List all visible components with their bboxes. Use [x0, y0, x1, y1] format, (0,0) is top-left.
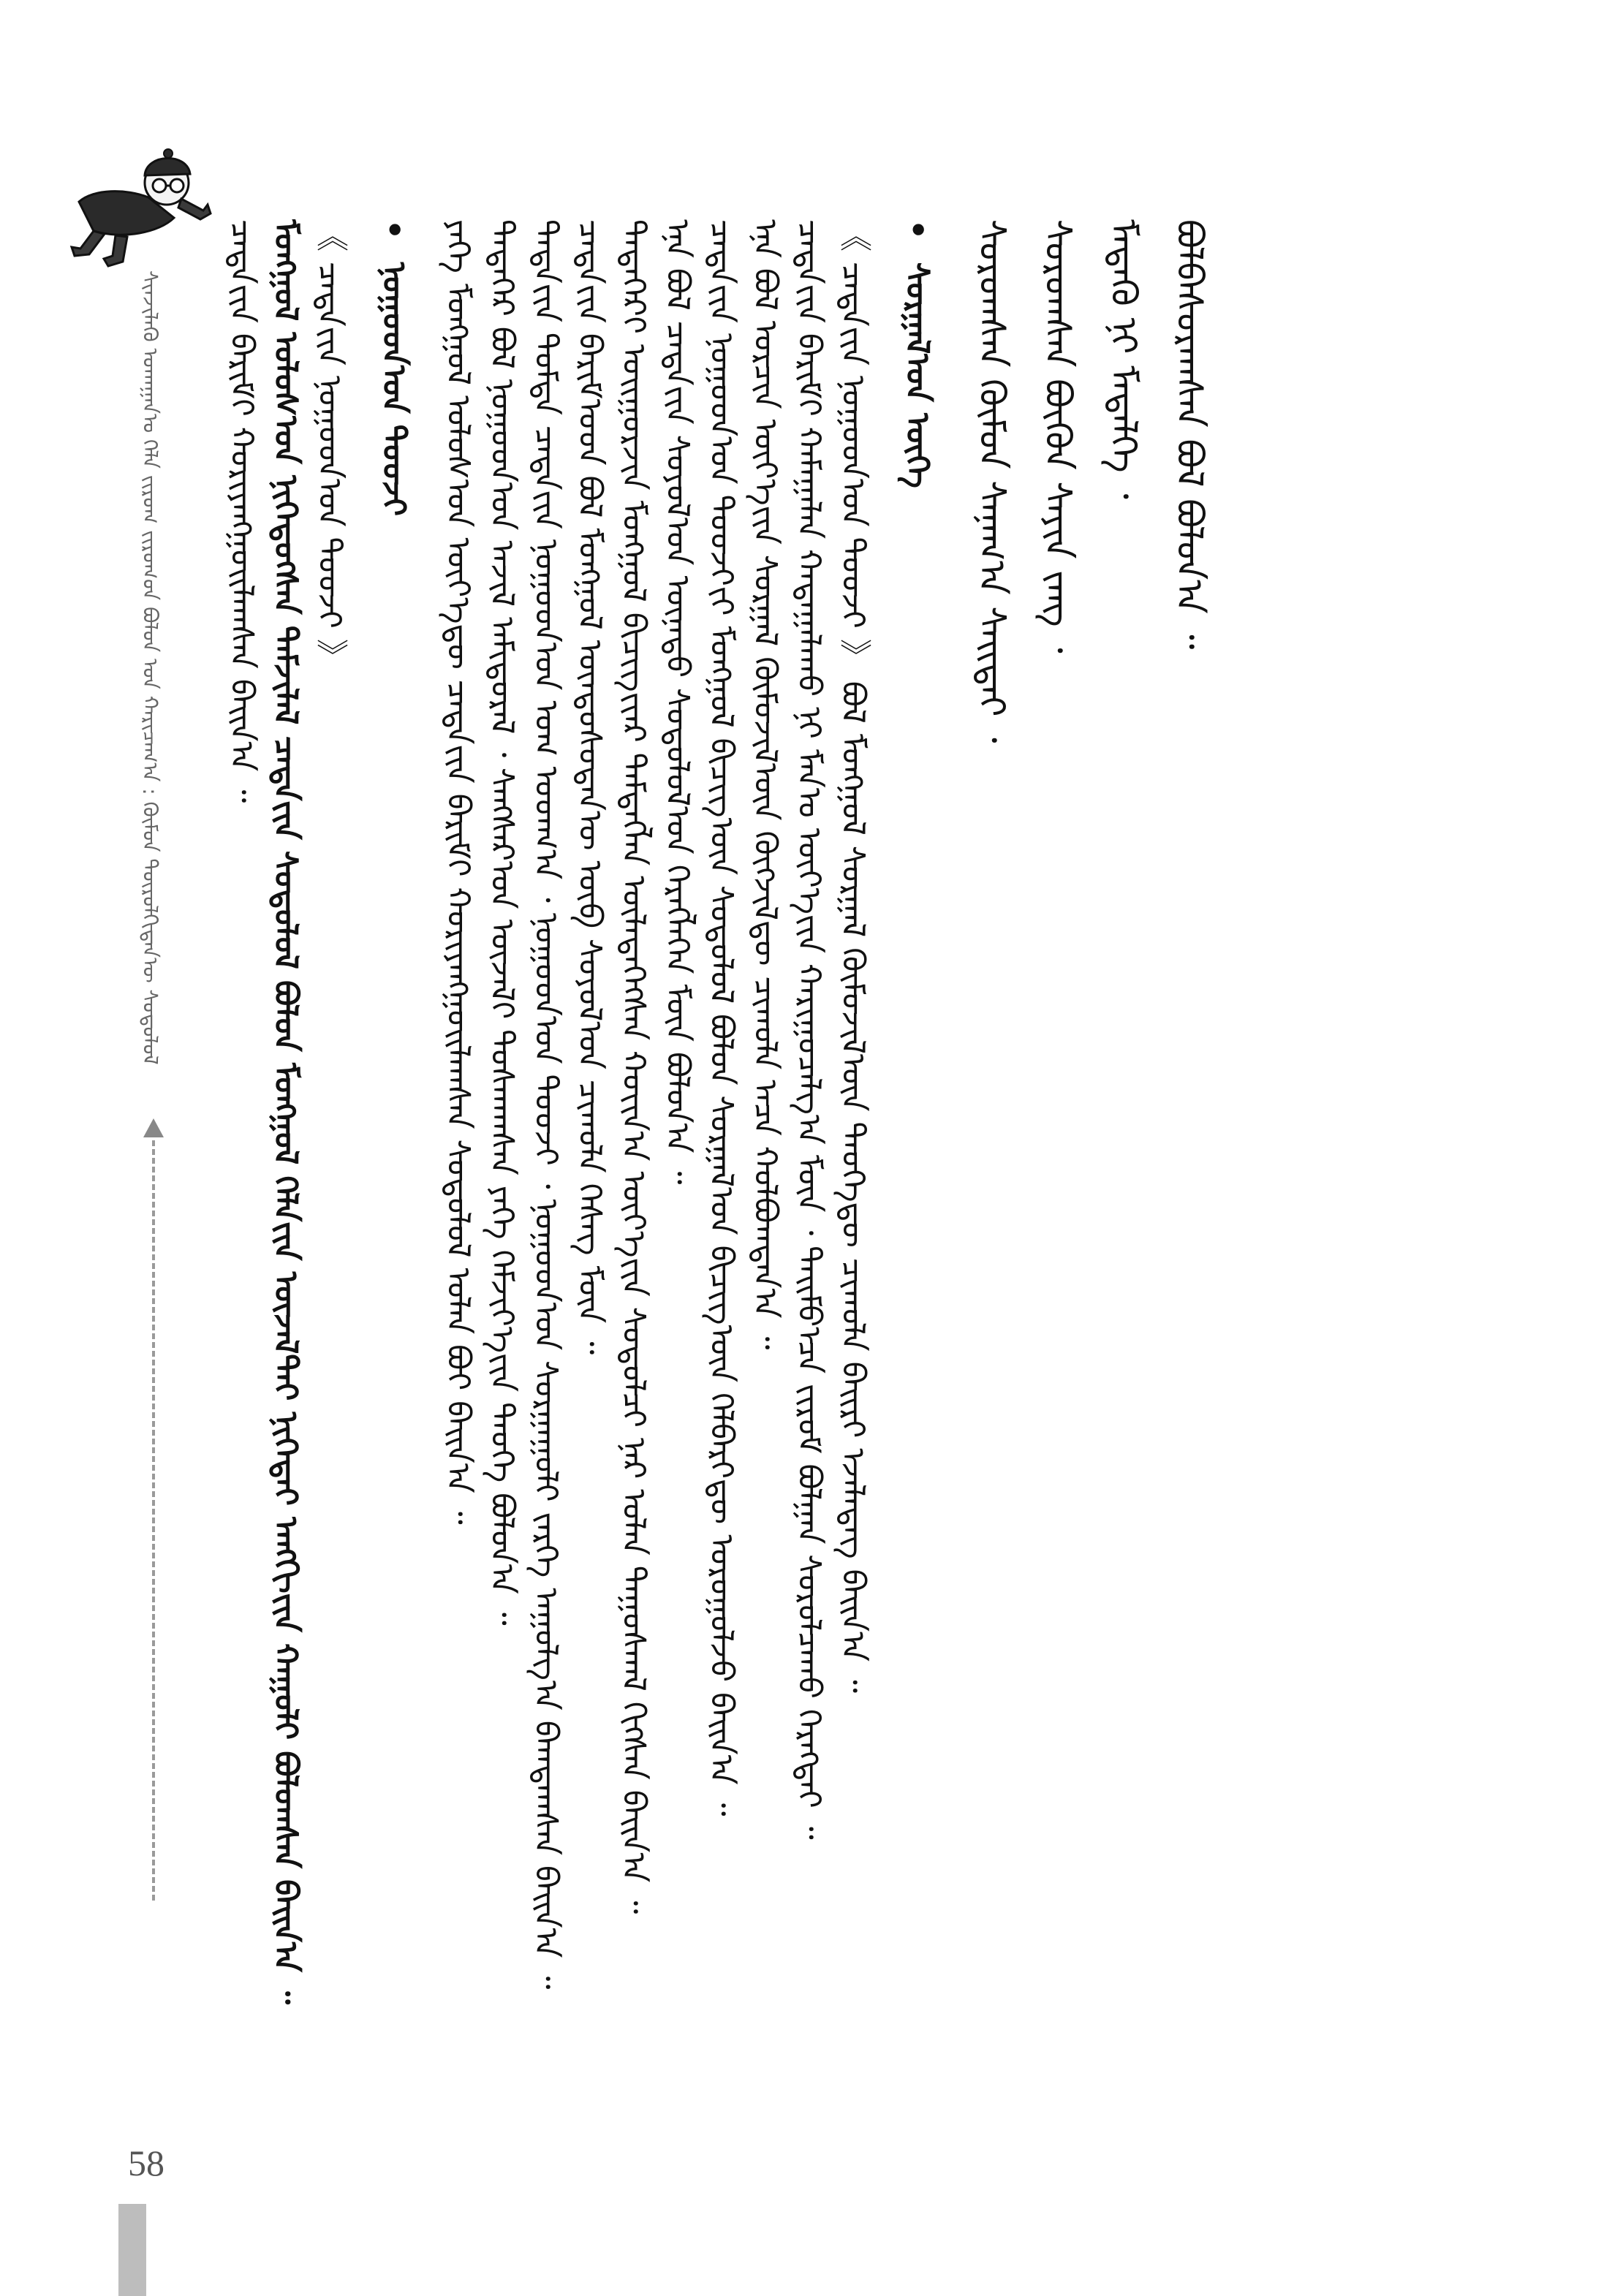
- body-paragraph: ᠴᠠᠲᠠ᠎ᠶ᠋ᠢᠨ ᠪᠠᠷᠢᠮ᠎ᠤᠳ ᠪᠣᠯ ᠮᠣᠩᠭᠣᠯ ᠦᠨᠳᠦᠰᠦᠲᠡᠨ᠎ᠦ ᠦᠪ ᠰᠣᠶᠣᠯ᠎ᠤᠨ ᠴᠢᠬᠤᠯᠠ ᠬᠡᠰᠡᠭ ᠮᠥᠨ ᠃: [571, 219, 608, 1355]
- section-heading-1: • ᠨᠤᠭᠤᠳ᠎ᠤᠨ ᠲᠤᠤᠵᠢ: [371, 219, 415, 2017]
- header-arrow-icon: [143, 1118, 164, 1137]
- body-paragraph: ᠴᠠᠲᠠ᠎ᠶ᠋ᠢᠨ ᠪᠠᠷᠢᠮ᠎ᠢ᠋ ᠬᠠᠮᠠᠭᠠᠯᠠᠨ ᠬᠠᠳᠠᠭᠠᠯᠠᠬᠤ ᠨᠢ ᠮᠠᠨ᠎ᠤ ᠦᠶ᠎ᠡ᠎ᠶ᠋ᠢᠨ ᠬᠠᠷᠢᠭᠤᠴᠠᠯᠭ᠎ᠠ ᠮᠥᠨ ᠂ ᠲᠡᠢᠮᠦ᠎ᠡᠴᠡ ᠵᠢᠷᠤᠮ ᠪᠣᠯᠭᠠᠨ ᠰᠤᠷᠤᠯᠴᠠᠬᠤ ᠬᠡᠷᠡᠭᠲᠡᠢ ᠃: [790, 219, 828, 1840]
- title-line: ᠮᠣᠩᠭᠣᠯ ᠤᠯᠤᠰ᠎ᠤᠨ ᠨᠢᠭᠡᠳᠦᠭᠰᠡᠨ ᠳᠠᠮᠵᠢᠯᠠᠯ ᠴᠠᠲᠠ᠎ᠶ᠋ᠢᠨ ᠰᠤᠳᠤᠯᠤᠯ ᠪᠣᠯᠣᠨ ᠮᠣᠩᠭᠣᠯ ᠬᠡᠯᠡ᠎ᠶ᠋ᠢᠨ ᠦᠵᠡᠯ᠎ᠲᠡᠢ ᠨᠢᠭᠡᠲᠡᠢ ᠠᠩᠭᠢ᠎ᠶ᠋ᠢᠨ ᠬᠠᠭᠤᠯᠢ ᠪᠣᠯᠤᠭᠰᠠᠨ ᠪᠠᠢᠨ᠎ᠠ ᠃: [267, 219, 304, 2004]
- section-heading-2: • ᠰᠤᠷᠭᠠᠯ᠎ᠤᠨ ᠦᠭᠡ: [895, 219, 939, 2017]
- body-paragraph: ᠲᠡᠳᠡᠭᠡᠷ᠎ᠢ᠋ ᠤᠢᠭᠤᠷᠵᠢᠨ ᠮᠣᠩᠭᠣᠯ ᠪᠢᠴᠢᠭ᠌᠎ᠢ᠋ᠶ᠋ᠡᠷ ᠲᠡᠮᠳᠡᠭᠯᠡᠨ ᠦᠯᠡᠳᠡᠭᠡᠭᠰᠡᠨ ᠬᠣᠶ᠋ᠢᠨ᠎ᠠ ᠦᠶ᠎ᠡ᠎ᠶ᠋ᠢᠨ ᠰᠤᠳᠤᠯᠴᠢ ᠨᠠᠷ ᠤᠯᠠᠨ ᠳᠠᠭᠤᠰᠬᠠᠯ ᠬᠢᠭᠰᠡᠨ ᠪᠠᠢᠨ᠎ᠠ ᠃: [615, 219, 652, 1914]
- body-paragraph: ᠶᠡᠬᠡ ᠮᠣᠩᠭᠣᠯ ᠤᠯᠤᠰ᠎ᠤᠨ ᠦᠶ᠎ᠡ᠎ᠳᠦ ᠴᠠᠲᠠ᠎ᠶ᠋ᠢᠨ ᠪᠠᠷᠢᠮ᠎ᠢ᠋ ᠬᠤᠷᠢᠶᠠᠩᠭᠤᠢᠯᠠᠭᠰᠠᠨ ᠰᠤᠳᠤᠯᠤᠯ ᠤᠯᠠᠨ ᠪᠤᠢ ᠪᠠᠢᠨ᠎ᠠ ᠃: [439, 219, 477, 1525]
- body-paragraph: ᠲᠡᠳᠡᠭᠡᠷ ᠪᠣᠯ ᠨᠤᠭᠤᠳ᠎ᠤᠨ ᠠᠵᠢᠯ ᠠᠮᠢᠳᠤᠷᠠᠯ ᠂ ᠰᠠᠩᠰᠠᠷ᠎ᠤᠨ ᠦᠵᠡᠯ᠎ᠢ᠋ ᠲᠤᠰᠬᠠᠭᠰᠠᠨ ᠶᠡᠬᠡ ᠬᠡᠮᠵᠢᠶ᠎ᠡ᠎ᠶ᠋ᠢᠨ ᠲᠡᠦᠬᠡ ᠪᠣᠯᠤᠨ᠎ᠠ ᠃: [483, 219, 521, 1626]
- body-paragraph: ᠡᠨᠡ ᠪᠣᠯ ᠴᠠᠲᠠ᠎ᠶ᠋ᠢᠨ ᠰᠣᠶᠣᠯ᠎ᠤᠨ ᠦᠨᠡᠲᠦ ᠰᠤᠳᠤᠯᠤᠯ᠎ᠤᠨ ᠬᠡᠷᠡᠭᠯᠡᠭᠡᠨ ᠮᠥᠨ ᠪᠤᠯᠤᠨ᠎ᠠ ᠃: [659, 219, 696, 1185]
- mascot-illustration: [64, 137, 218, 269]
- verse-line: ᠰᠤᠷᠤᠭᠰᠠᠨ ᠬᠦᠮᠦᠨ ᠰᠠᠨᠠᠭ᠎ᠠ ᠰᠠᠢᠲᠠᠢ ᠂: [971, 219, 1013, 743]
- verse-line: ᠪᠣᠯᠪᠠᠰᠤᠷᠠᠭᠰᠠᠨ ᠪᠣᠯ ᠪᠣᠯᠣᠨ᠎ᠠ ᠃: [1168, 219, 1211, 650]
- intro-line: ᠴᠠᠲᠠ᠎ᠶ᠋ᠢᠨ ᠪᠠᠷᠢᠮ᠎ᠢ᠋ ᠬᠤᠷᠢᠶᠠᠩᠭᠤᠢᠯᠠᠭᠰᠠᠨ ᠪᠠᠢᠨ᠎ᠠ ᠃: [223, 219, 260, 803]
- page-number: 58: [128, 2142, 164, 2183]
- running-header: ᠰᠢᠨᠵᠢᠯᠡᠬᠦ ᠤᠬᠠᠭᠠᠨ᠎ᠤ ᠬᠡᠯᠡ ᠵᠢᠷᠤᠭ ᠵᠢᠷᠤᠭ᠎ᠤ᠋ᠨ ᠪᠤᠯᠤᠨ ᠤᠨ ᠬᠠᠷᠢᠴᠠᠭ᠎ᠠ : ᠬᠦᠮᠦᠨ ᠲᠥᠷᠦᠯᠬᠢᠲᠡᠨ᠎ᠦ ᠰᠤᠳᠤᠯᠤᠯ: [138, 270, 162, 1065]
- book-title: 《 ᠴᠠᠲᠠ᠎ᠶ᠋ᠢᠨ ᠨᠤᠭᠤᠳ᠎ᠤᠨ ᠲᠤᠤᠵᠢ 》: [311, 219, 348, 671]
- body-paragraph: ᠴᠠᠲᠠ᠎ᠶ᠋ᠢᠨ ᠨᠤᠭᠤᠳ᠎ᠤᠨ ᠲᠤᠤᠵᠢ᠎ᠶ᠋ᠢ ᠮᠣᠩᠭᠣᠯ ᠪᠢᠴᠢᠭ᠌᠎ᠦᠨ ᠰᠤᠳᠤᠯᠤᠯ ᠪᠣᠯᠤᠨ ᠰᠤᠷᠭᠠᠯ᠎ᠤᠨ ᠪᠢᠴᠢᠭ᠌᠎ᠦᠨ ᠬᠡᠯᠪᠡᠷᠢ᠎ᠳᠦ ᠣᠷᠤᠭᠤᠯᠵᠤ ᠪᠠᠢᠨ᠎ᠠ ᠃: [703, 219, 740, 1816]
- verse-line: ᠮᠡᠳᠡᠬᠦ ᠨᠢ ᠮᠡᠳᠡᠯᠭᠡ ᠂: [1102, 219, 1145, 499]
- body-paragraph: ᠲᠡᠳᠡ᠎ᠶ᠋ᠢᠨ ᠳᠤᠮᠳᠠ ᠴᠠᠲᠠ᠎ᠶ᠋ᠢᠨ ᠨᠤᠭᠤᠳ᠎ᠤᠨ ᠤᠭ ᠤᠳᠬ᠎ᠠ ᠂ ᠨᠤᠭᠤᠳ᠎ᠤᠨ ᠲᠤᠤᠵᠢ ᠂ ᠨᠤᠭᠤᠳ᠎ᠤᠨ ᠰᠤᠷᠭᠠᠭᠤᠯᠢ ᠵᠡᠷᠭᠡ ᠠᠭᠤᠯᠭ᠎ᠠ ᠪᠠᠭᠲᠠᠭᠰᠠᠨ ᠪᠠᠢᠨ᠎ᠠ ᠃: [527, 219, 564, 1990]
- page-edge-bar: [118, 2204, 146, 2296]
- body-paragraph: 《 ᠴᠠᠲᠠ᠎ᠶ᠋ᠢᠨ ᠨᠤᠭᠤᠳ᠎ᠤᠨ ᠲᠤᠤᠵᠢ 》 ᠪᠣᠯ ᠮᠣᠩᠭᠣᠯ ᠰᠤᠷᠭᠠᠯ ᠬᠦᠮᠦᠵᠢᠯ᠎ᠦᠨ ᠲᠡᠦᠬᠡ᠎ᠳᠦ ᠴᠢᠬᠤᠯᠠ ᠪᠠᠢᠷᠢ ᠡᠵᠡᠯᠡᠳᠡᠭ ᠪᠠᠢᠨ᠎ᠠ ᠃: [834, 219, 871, 1693]
- verse-line: ᠰᠤᠷᠤᠭᠰᠠᠨ ᠪᠦᠬᠦᠨ ᠰᠠᠶᠢᠨ ᠵᠠᠩ ᠂: [1037, 219, 1079, 653]
- body-paragraph: ᠡᠨᠡ ᠪᠣᠯ ᠣᠷᠴᠢᠨ ᠦᠶ᠎ᠡ᠎ᠶ᠋ᠢᠨ ᠰᠤᠷᠭᠠᠯ ᠬᠦᠮᠦᠵᠢᠯ᠎ᠦᠨ ᠬᠥᠭᠵᠢᠯ᠎ᠳᠦ ᠴᠢᠬᠤᠯᠠ ᠠᠴᠠ ᠬᠤᠯᠪᠣᠭᠳᠠᠨ᠎ᠠ ᠃: [746, 219, 784, 1350]
- main-text: [219, 219, 1477, 2017]
- header-divider: [152, 1140, 155, 1901]
